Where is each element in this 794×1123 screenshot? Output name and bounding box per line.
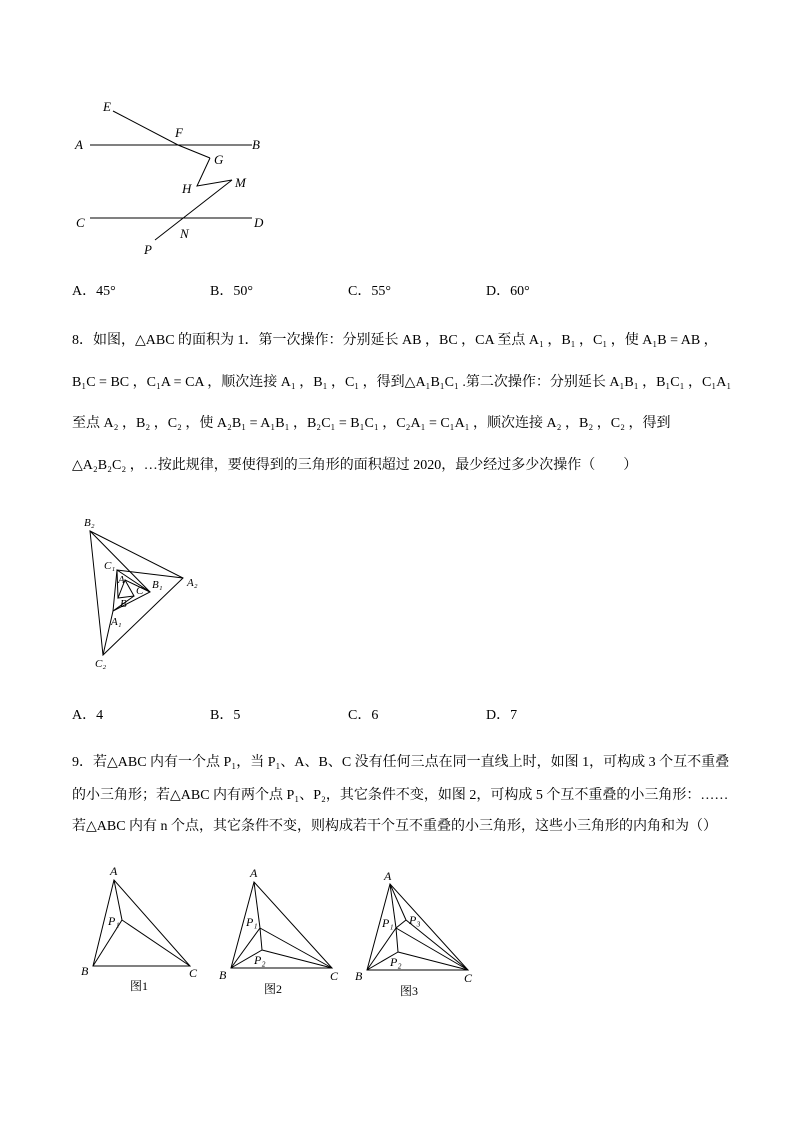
fig2-label-P1: P₁ [246, 915, 258, 929]
q7-option-d: D．60° [486, 284, 530, 299]
q8-text-line3: 至点 A₂ ，B₂ ，C₂ ，使 A₂B₁ = A₁B₁ ，B₂C₁ = B₁C₁ ，C₂A₁ = C₁A₁ ，顺次连接 A₂ ，B₂ ，C₂ ，得到 [72, 416, 671, 431]
fig3-label-P1: P₁ [382, 916, 394, 930]
label-N: N [180, 226, 189, 241]
q8-option-c: C．6 [348, 708, 379, 723]
label-C1: C₁ [104, 560, 116, 572]
label-M: M [235, 175, 246, 190]
q8-text-line1: 8．如图，△ABC 的面积为 1．第一次操作：分别延长 AB ，BC ，CA 至点 A₁ ，B₁ ，C₁ ，使 A₁B = AB ， [72, 333, 718, 348]
fig1-label-B: B [81, 964, 89, 978]
q8-option-d: D．7 [486, 708, 518, 723]
label-C2: C₂ [95, 658, 107, 670]
label-G: G [214, 152, 224, 167]
label-A: A [75, 137, 83, 152]
figure-9-3 [355, 869, 473, 998]
label-B1: B₁ [152, 579, 163, 591]
fig3-segment-p1-p2 [396, 928, 398, 952]
label-D: D [254, 215, 264, 230]
label-B: B [120, 598, 127, 610]
fig2-segment-p1-c [260, 928, 332, 968]
q7-option-b: B．50° [210, 284, 253, 299]
q8-option-a: A．4 [72, 708, 104, 723]
fig1-label-C: C [189, 966, 198, 980]
fig2-label-C: C [330, 969, 339, 983]
fig2-caption: 图2 [264, 982, 283, 996]
fig3-caption: 图3 [400, 984, 419, 998]
fig3-label-B: B [355, 969, 363, 983]
label-A2: A₂ [187, 577, 198, 589]
fig2-label-A: A [250, 866, 258, 880]
label-C: C [76, 215, 85, 230]
fig3-segment-p1-c [396, 928, 468, 970]
label-A: A [118, 574, 125, 586]
fig3-label-A: A [384, 869, 392, 883]
fig3-label-P3: P₃ [409, 913, 421, 927]
figure-9-2 [219, 866, 339, 996]
label-H: H [182, 181, 192, 196]
label-B: B [252, 137, 260, 152]
label-P: P [144, 242, 152, 257]
q9-text-line2: 的小三角形；若△ABC 内有两个点 P₁、P₂，其它条件不变，如图 2，可构成 5 个互不重叠的小三角形：…… [72, 788, 729, 803]
fig3-label-P2: P₂ [390, 955, 402, 969]
fig3-segment-p1-p3 [396, 920, 406, 928]
fig1-label-P1: P₁ [108, 914, 120, 928]
q9-text-line3: 若△ABC 内有 n 个点，其它条件不变，则构成若干个互不重叠的小三角形，这些小三角形的内角和为（） [72, 819, 718, 834]
label-F: F [175, 125, 183, 140]
q8-option-b: B．5 [210, 708, 241, 723]
label-A1: A₁ [111, 616, 122, 628]
fig1-label-A: A [110, 864, 118, 878]
label-C: C [136, 585, 144, 597]
q8-text-line4: △A₂B₂C₂ ，…按此规律，要使得到的三角形的面积超过 2020，最少经过多少次操作（ ） [72, 458, 638, 473]
fig1-caption: 图1 [130, 979, 149, 993]
fig2-segment-p2-c [262, 950, 332, 968]
q8-text-line2: B₁C = BC ，C₁A = CA ，顺次连接 A₁ ，B₁ ，C₁ ，得到△A₁B₁C₁ .第二次操作：分别延长 A₁B₁ ，B₁C₁ ，C₁A₁ [72, 375, 732, 390]
figure-9-1 [81, 864, 198, 993]
q7-option-a: A．45° [72, 284, 116, 299]
label-B2: B₂ [84, 517, 95, 529]
q7-option-c: C．55° [348, 284, 391, 299]
fig2-label-P2: P₂ [254, 953, 266, 967]
q9-text-line1: 9．若△ABC 内有一个点 P₁，当 P₁、A、B、C 没有任何三点在同一直线上时，如图 1，可构成 3 个互不重叠 [72, 755, 730, 770]
label-E: E [103, 99, 111, 114]
fig3-label-C: C [464, 971, 473, 985]
fig2-label-B: B [219, 968, 227, 982]
fig2-segment-p1-p2 [260, 928, 262, 950]
